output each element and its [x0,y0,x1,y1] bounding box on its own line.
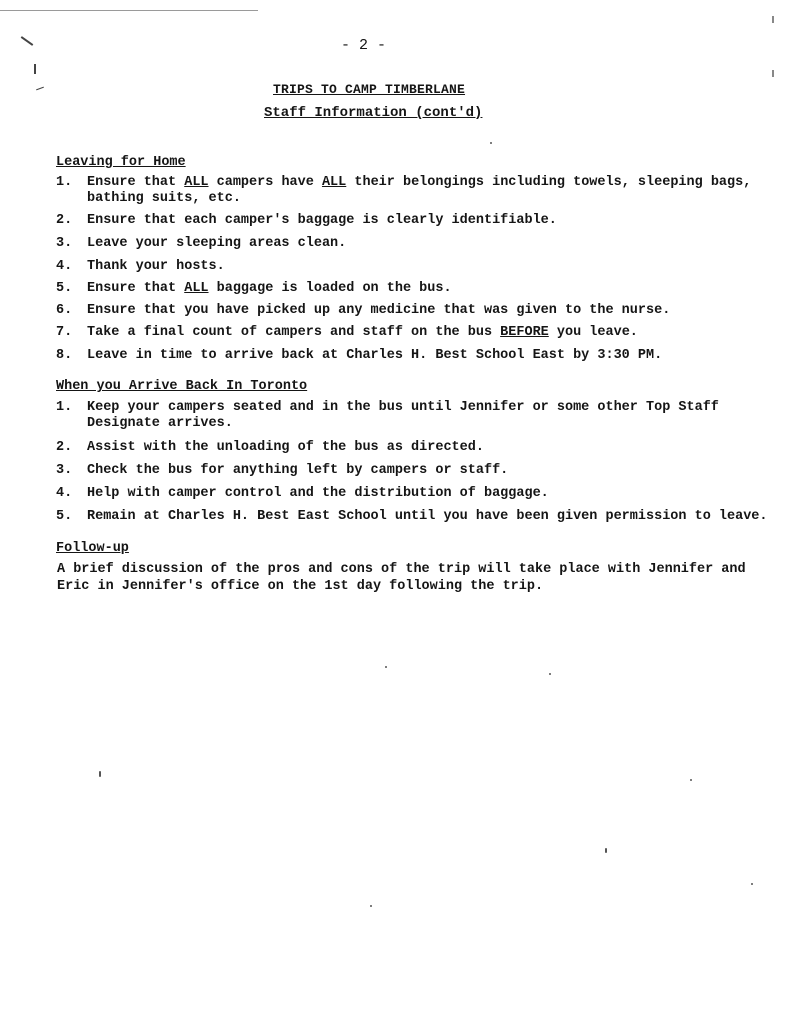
scan-mark [772,16,774,23]
scan-speck [549,673,551,675]
item-number: 3. [56,236,73,251]
item-number: 8. [56,348,73,363]
item-text: Ensure that ALL campers have ALL their belongings including towels, sleeping bags, bathing suits, etc. [87,175,752,206]
section-heading-arrive-back: When you Arrive Back In Toronto [56,379,308,394]
section-heading-follow-up: Follow-up [56,541,129,556]
item-number: 6. [56,303,73,318]
scan-scratch [34,64,36,74]
document-title: TRIPS TO CAMP TIMBERLANE [273,82,466,97]
item-number: 5. [56,509,73,524]
item-number: 2. [56,440,73,455]
item-text: Ensure that you have picked up any medicine that was given to the nurse. [87,303,671,318]
item-text: Help with camper control and the distribution of baggage. [87,486,549,501]
scan-speck [690,779,692,781]
item-text: Take a final count of campers and staff on the bus BEFORE you leave. [87,325,638,340]
section-heading-leaving-for-home: Leaving for Home [56,155,186,170]
page-number: - 2 - [341,37,387,54]
scan-scratch [36,87,44,91]
scan-scratch [21,36,34,46]
scan-speck [490,142,492,144]
scan-speck [605,848,607,853]
item-text: Check the bus for anything left by campers or staff. [87,463,509,478]
item-text: Assist with the unloading of the bus as directed. [87,440,484,455]
item-text: Leave in time to arrive back at Charles H. Best School East by 3:30 PM. [87,348,663,363]
follow-up-paragraph: A brief discussion of the pros and cons of the trip will take place with Jennifer and Eric in Jennifer's office on the 1st day following the trip. [57,562,746,594]
item-number: 3. [56,463,73,478]
scan-edge-line [0,10,258,11]
item-number: 7. [56,325,73,340]
scan-mark [772,70,774,77]
item-number: 1. [56,175,73,190]
item-text: Ensure that ALL baggage is loaded on the bus. [87,281,452,296]
item-text: Leave your sleeping areas clean. [87,236,347,251]
item-number: 1. [56,400,73,415]
item-number: 4. [56,486,73,501]
item-number: 2. [56,213,73,228]
document-subtitle: Staff Information (cont'd) [264,105,483,121]
item-text: Ensure that each camper's baggage is clearly identifiable. [87,213,557,228]
scan-speck [385,666,387,668]
item-text: Keep your campers seated and in the bus until Jennifer or some other Top Staff Designate arrives. [87,400,719,431]
item-number: 5. [56,281,73,296]
scan-speck [99,771,101,777]
scan-speck [751,883,753,885]
item-text: Thank your hosts. [87,259,225,274]
item-number: 4. [56,259,73,274]
scan-speck [370,905,372,907]
item-text: Remain at Charles H. Best East School until you have been given permission to leave. [87,509,768,524]
